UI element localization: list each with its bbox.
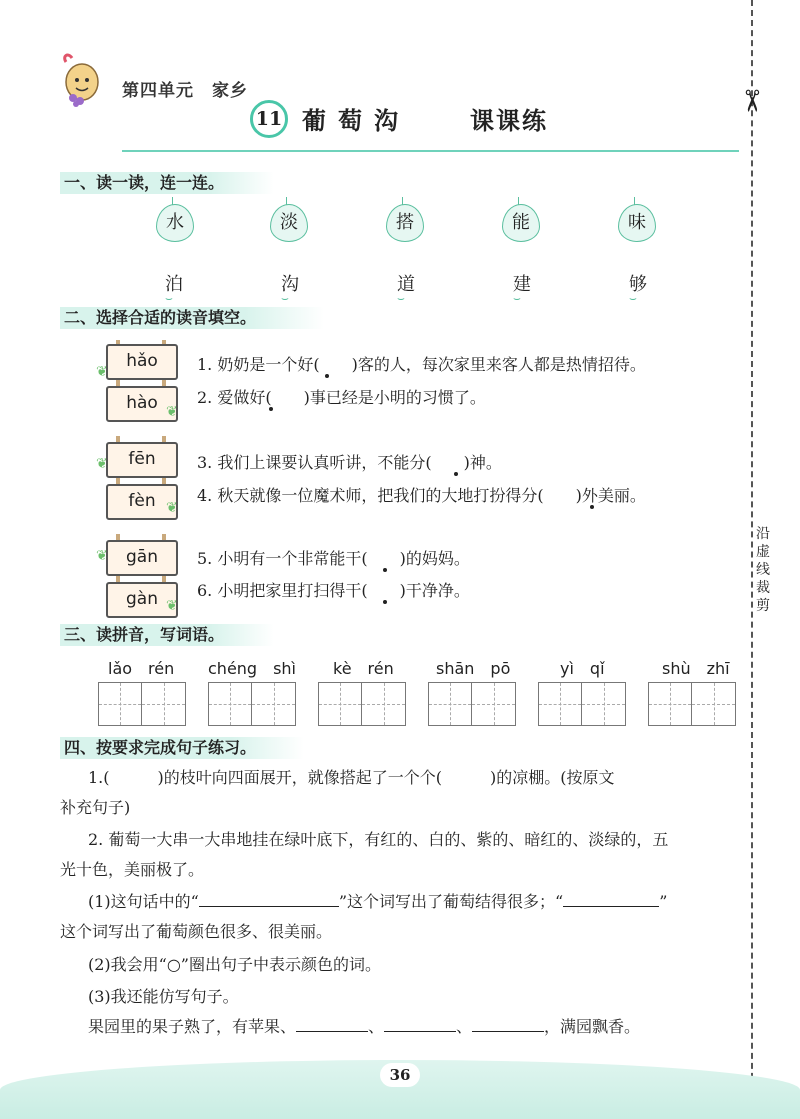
leaf-icon: ❦ (166, 598, 178, 614)
drop-word-4: 能 (502, 204, 540, 242)
sprout-icon: ⌣ (513, 291, 521, 305)
emphasis-dot (383, 568, 387, 572)
writing-grid-1[interactable] (98, 682, 186, 726)
s4-imitate-text-end: ，满园飘香。 (544, 1017, 641, 1036)
pinyin-sign-hao4: hào (106, 386, 178, 422)
emphasis-dot (454, 472, 458, 476)
answer-blank[interactable] (199, 888, 339, 907)
writing-grid-6[interactable] (648, 682, 736, 726)
s4-imitate-text-a: 果园里的果子熟了，有苹果、 (88, 1017, 297, 1036)
drop-word-2: 淡 (270, 204, 308, 242)
leaf-icon: ❦ (166, 500, 178, 516)
question-1: 1. 奶奶是一个好( )客的人，每次家里来客人都是热情招待。 (197, 355, 646, 374)
answer-blank[interactable] (296, 1013, 368, 1032)
cut-guide-text: 沿虚线裁剪 (756, 526, 770, 614)
emphasis-dot (325, 374, 329, 378)
pinyin-prompt-3: kè rén (333, 659, 394, 678)
leaf-icon: ❦ (96, 364, 108, 380)
pinyin-prompt-1: lǎo rén (108, 659, 175, 678)
practice-label: 课课练 (470, 107, 548, 135)
s4-q2-line2: 光十色，美丽极了。 (60, 860, 205, 879)
pinyin-sign-gan1: gān (106, 540, 178, 576)
drop-word-5: 味 (618, 204, 656, 242)
s4-imitate-line (60, 1012, 750, 1042)
bottom-word-3: 道 (397, 274, 415, 295)
answer-blank[interactable] (563, 888, 659, 907)
bottom-word-1: 泊 (165, 274, 183, 295)
section-1-title: 一、读一读，连一连。 (60, 172, 274, 194)
leaf-icon: ❦ (166, 404, 178, 420)
question-2: 2. 爱做好( )事已经是小明的习惯了。 (197, 388, 486, 407)
pinyin-prompt-2: chéng shì (208, 659, 297, 678)
pinyin-sign-gan4: gàn (106, 582, 178, 618)
question-5: 5. 小明有一个非常能干( )的妈妈。 (197, 549, 470, 568)
question-6: 6. 小明把家里打扫得干( )干净净。 (197, 581, 470, 600)
lesson-title: 葡萄沟 (302, 107, 410, 135)
leaf-icon: ❦ (96, 548, 108, 564)
s4-sub1-text-c: ” (659, 892, 668, 911)
bottom-word-4: 建 (513, 274, 531, 295)
header-divider (122, 150, 739, 152)
drop-word-3: 搭 (386, 204, 424, 242)
s4-imitate-sep-2: 、 (456, 1017, 473, 1036)
writing-grid-4[interactable] (428, 682, 516, 726)
writing-grid-5[interactable] (538, 682, 626, 726)
sprout-icon: ⌣ (397, 291, 405, 305)
answer-blank[interactable] (384, 1013, 456, 1032)
writing-grid-3[interactable] (318, 682, 406, 726)
s4-sub3: (3)我还能仿写句子。 (88, 987, 239, 1006)
s4-sub1-line2: 这个词写出了葡萄颜色很多、很美丽。 (60, 922, 333, 941)
pinyin-prompt-5: yì qǐ (560, 659, 605, 678)
sprout-icon: ⌣ (165, 291, 173, 305)
mascot-icon (58, 52, 106, 108)
s4-sub2: (2)我会用“○”圈出句子中表示颜色的词。 (88, 955, 381, 974)
s4-q1-line2: 补充句子) (60, 798, 131, 817)
section-4-title: 四、按要求完成句子练习。 (60, 737, 304, 759)
page-number: 36 (380, 1063, 420, 1087)
emphasis-dot (383, 600, 387, 604)
leaf-icon: ❦ (96, 456, 108, 472)
scissors-icon: ✂ (733, 88, 769, 114)
question-3: 3. 我们上课要认真听讲，不能分( )神。 (197, 453, 502, 472)
cut-dashed-line (751, 0, 753, 1119)
drop-word-1: 水 (156, 204, 194, 242)
s4-sub1-line1 (60, 887, 750, 917)
emphasis-dot (269, 407, 273, 411)
answer-blank[interactable] (472, 1013, 544, 1032)
emphasis-dot (590, 505, 594, 509)
section-2-title: 二、选择合适的读音填空。 (60, 307, 324, 329)
sprout-icon: ⌣ (629, 291, 637, 305)
s4-sub1-text-a: (1)这句话中的“ (88, 892, 199, 911)
pinyin-prompt-6: shù zhī (662, 659, 730, 678)
sprout-icon: ⌣ (281, 291, 289, 305)
lesson-number-badge: 11 (250, 100, 288, 138)
pinyin-sign-hao3: hǎo (106, 344, 178, 380)
s4-q2-line1: 2. 葡萄一大串一大串地挂在绿叶底下，有红的、白的、紫的、暗红的、淡绿的，五 (88, 830, 669, 849)
writing-grid-2[interactable] (208, 682, 296, 726)
question-4: 4. 秋天就像一位魔术师，把我们的大地打扮得分( )外美丽。 (197, 486, 646, 505)
s4-sub1-text-b: ”这个词写出了葡萄结得很多；“ (338, 892, 564, 911)
s4-imitate-sep-1: 、 (368, 1017, 385, 1036)
unit-label: 第四单元 家乡 (122, 81, 248, 101)
bottom-word-5: 够 (629, 274, 647, 295)
s4-q1-line1: 1.( )的枝叶向四面展开，就像搭起了一个个( )的凉棚。(按原文 (88, 768, 615, 787)
pinyin-sign-fen1: fēn (106, 442, 178, 478)
bottom-word-2: 沟 (281, 274, 299, 295)
section-3-title: 三、读拼音，写词语。 (60, 624, 274, 646)
pinyin-sign-fen4: fèn (106, 484, 178, 520)
pinyin-prompt-4: shān pō (436, 659, 511, 678)
